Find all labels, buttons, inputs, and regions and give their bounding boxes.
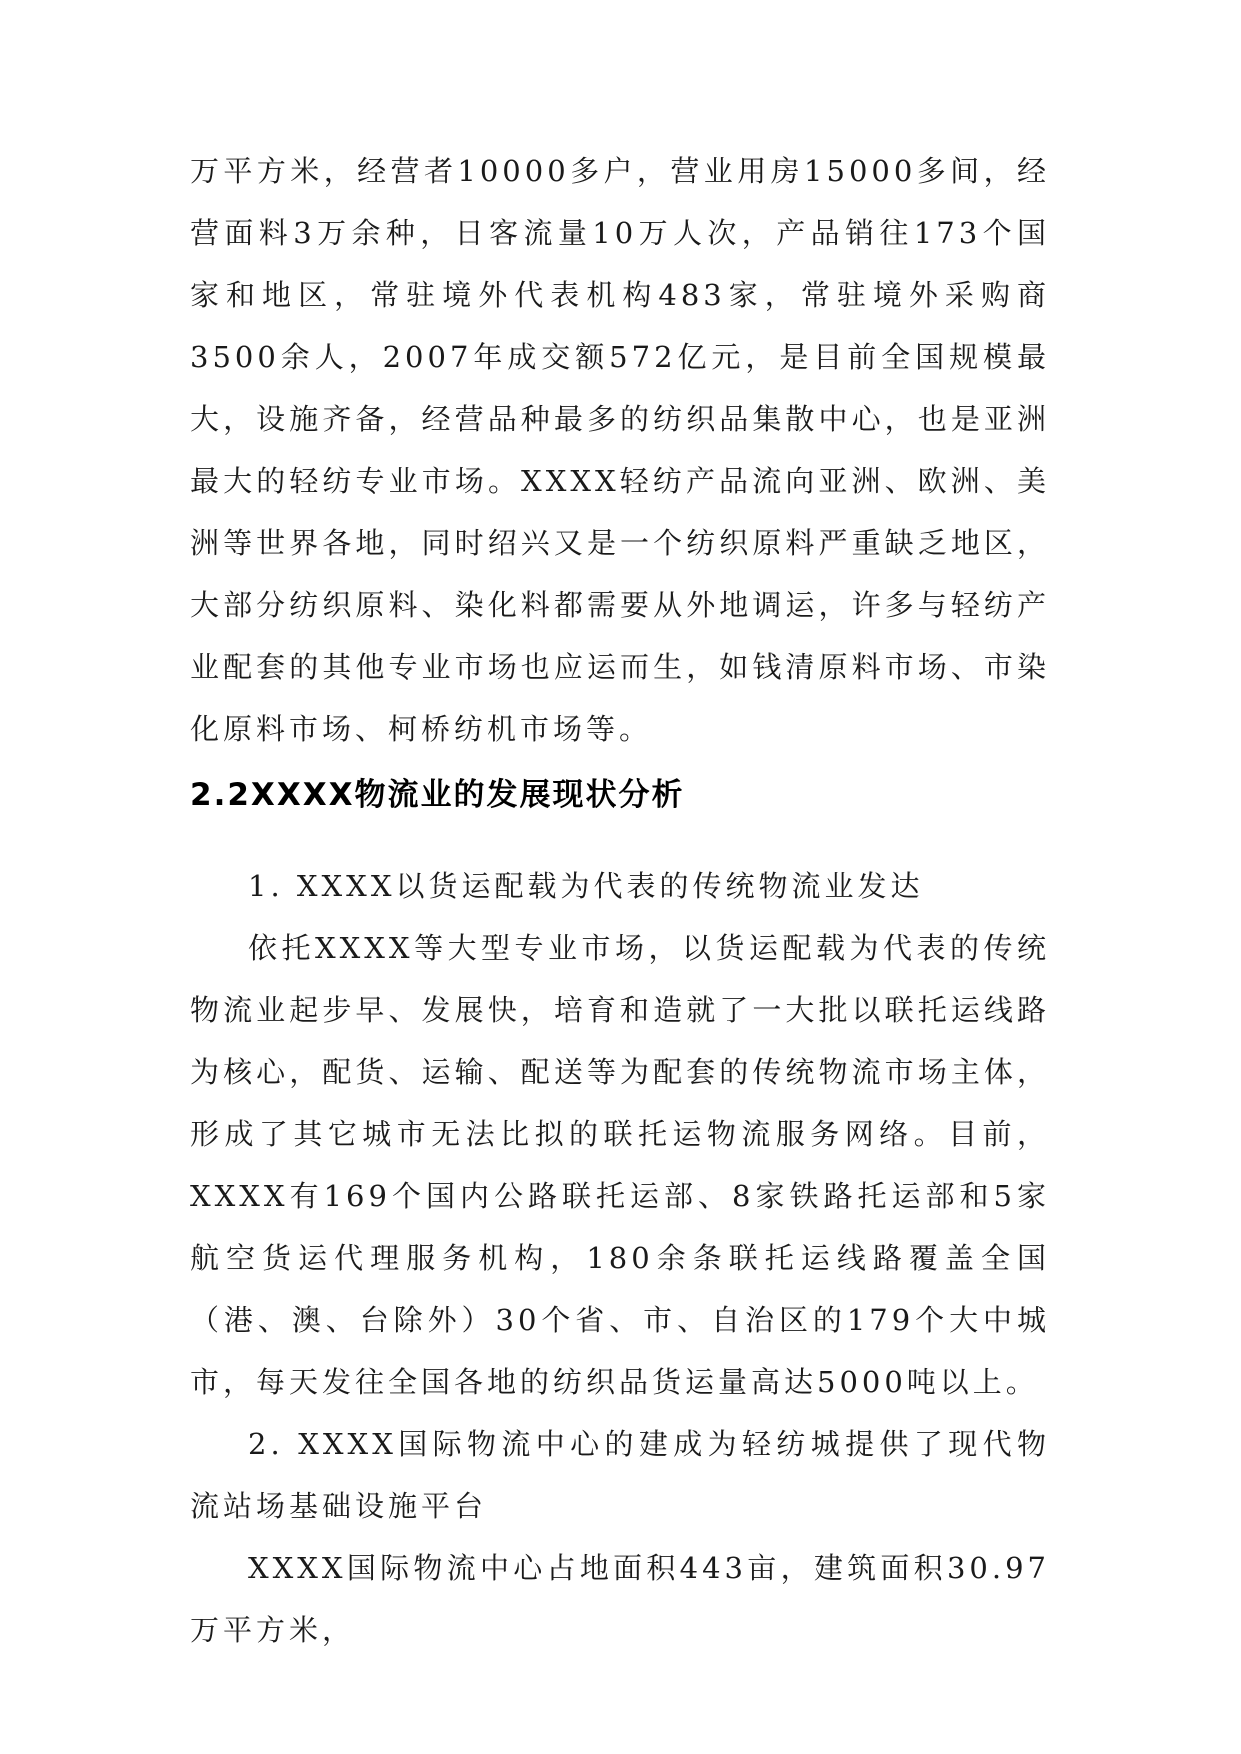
- body-paragraph: 万平方米，经营者10000多户，营业用房15000多间，经营面料3万余种，日客流量10万人次，产品销往173个国家和地区，常驻境外代表机构483家，常驻境外采购商3500余人，2007年成交额572亿元，是目前全国规模最大，设施齐备，经营品种最多的纺织品集散中心，也是亚洲最大的轻纺专业市场。XXXX轻纺产品流向亚洲、欧洲、美洲等世界各地，同时绍兴又是一个纺织原料严重缺乏地区，大部分纺织原料、染化料都需要从外地调运，许多与轻纺产业配套的其他专业市场也应运而生，如钱清原料市场、市染化原料市场、柯桥纺机市场等。: [190, 154, 1050, 746]
- list-item-title: 2. XXXX国际物流中心的建成为轻纺城提供了现代物流站场基础设施平台: [190, 1427, 1050, 1523]
- section-heading-block: [190, 775, 1050, 815]
- body-paragraph: 依托XXXX等大型专业市场，以货运配载为代表的传统物流业起步早、发展快，培育和造就了一大批以联托运线路为核心，配货、运输、配送等为配套的传统物流市场主体，形成了其它城市无法比拟的联托运物流服务网络。目前，XXXX有169个国内公路联托运部、8家铁路托运部和5家航空货运代理服务机构，180余条联托运线路覆盖全国（港、澳、台除外）30个省、市、自治区的179个大中城市，每天发往全国各地的纺织品货运量高达5000吨以上。: [190, 931, 1050, 1399]
- list-item-title: 1. XXXX以货运配载为代表的传统物流业发达: [248, 869, 924, 903]
- section-heading: 2.2XXXX物流业的发展现状分析: [190, 777, 685, 813]
- section-body: [190, 855, 1050, 1661]
- paragraph-block-1: [190, 140, 1050, 760]
- body-paragraph: XXXX国际物流中心占地面积443亩，建筑面积30.97万平方米，: [190, 1551, 1050, 1647]
